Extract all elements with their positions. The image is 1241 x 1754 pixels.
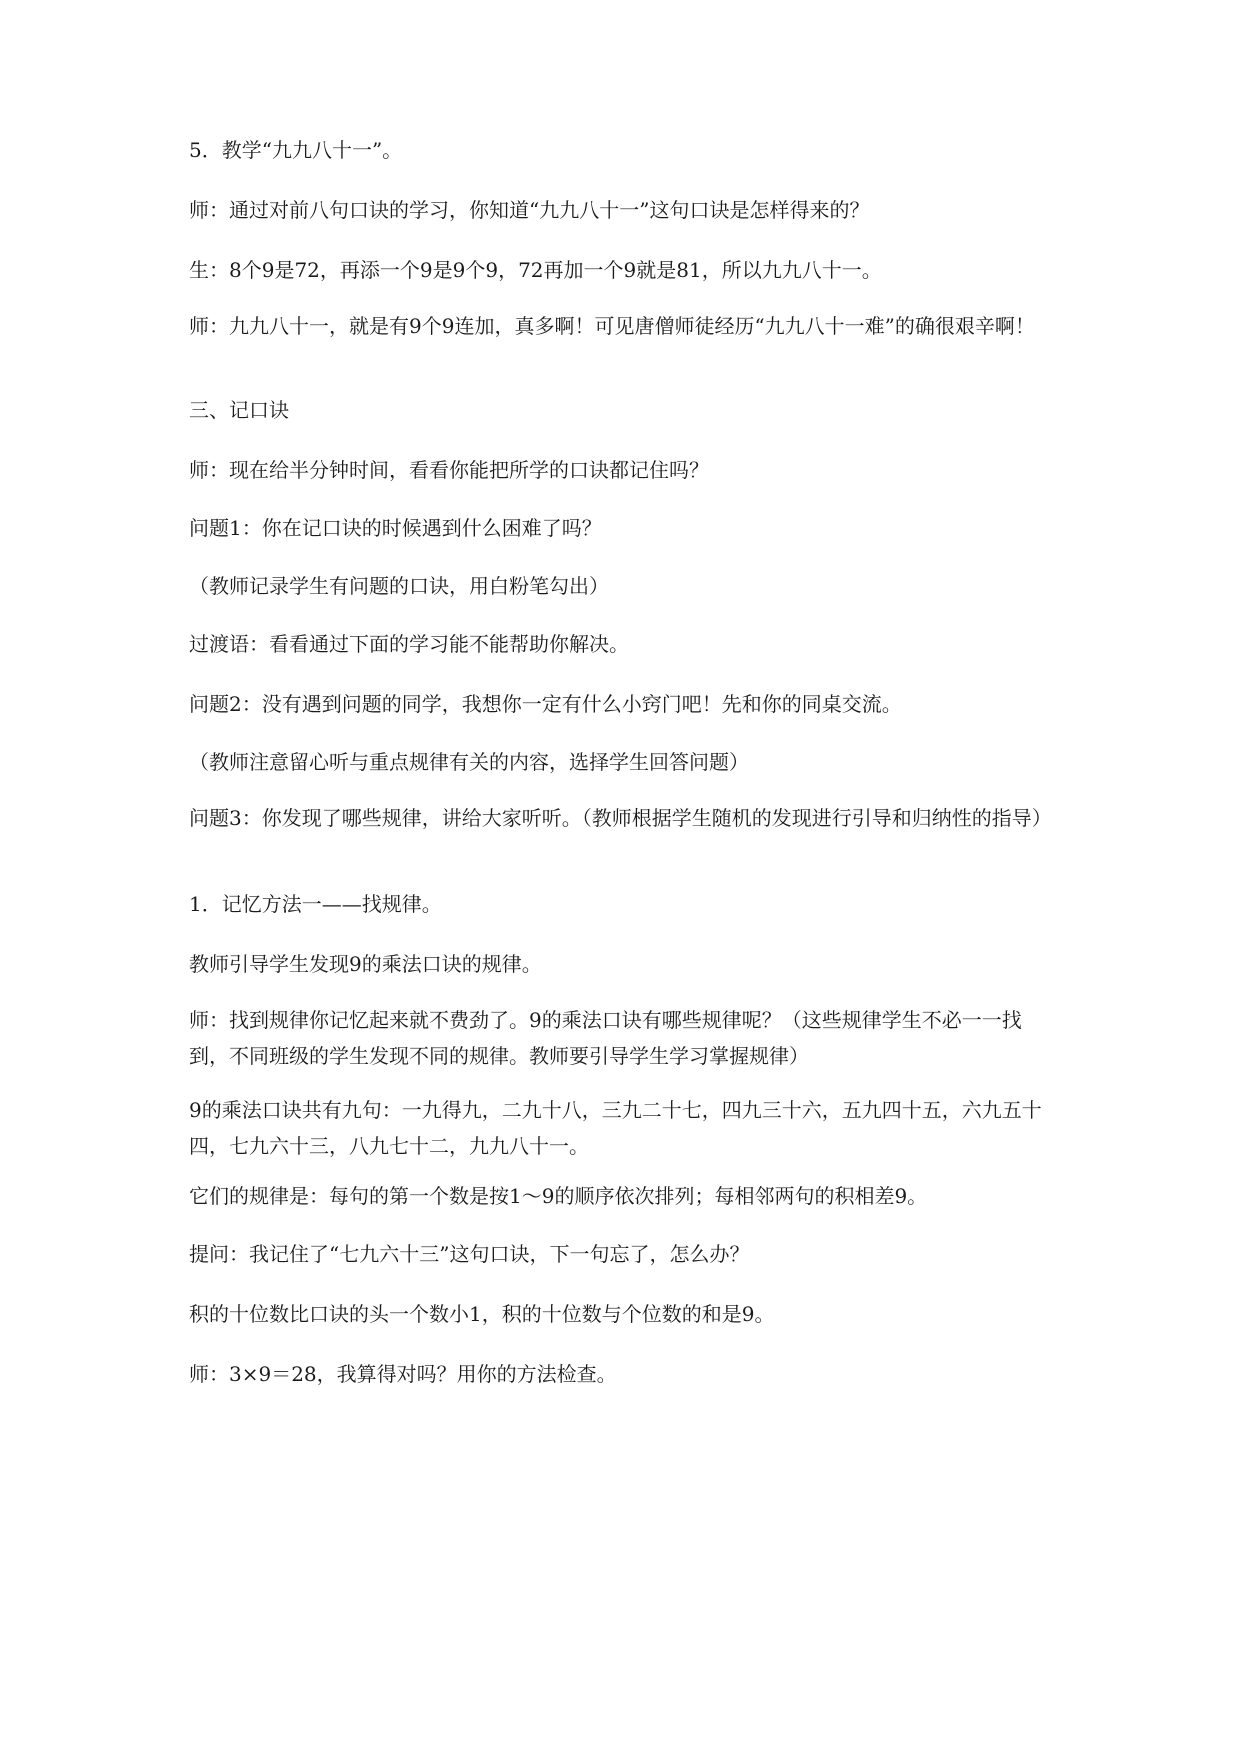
paragraph-teacher-comment: 师：九九八十一，就是有9个9连加，真多啊！可见唐僧师徒经历“九九八十一难”的确很艰辛啊！: [189, 314, 1035, 338]
paragraph-teacher-guide: 教师引导学生发现9的乘法口诀的规律。: [189, 952, 542, 976]
paragraph-nine-mantras: 9的乘法口诀共有九句：一九得九，二九十八，三九二十七，四九三十六，五九四十五，六九五十四，七九六十三，八九七十二，九九八十一。: [189, 1098, 1042, 1158]
paragraph-rules-summary: 它们的规律是：每句的第一个数是按1～9的顺序依次排列；每相邻两句的积相差9。: [189, 1184, 928, 1208]
paragraph-teacher-note-2: （教师注意留心听与重点规律有关的内容，选择学生回答问题）: [189, 750, 749, 774]
paragraph-digit-rule: 积的十位数比口诀的头一个数小1，积的十位数与个位数的和是9。: [189, 1302, 775, 1326]
paragraph-question-3: 问题3：你发现了哪些规律，讲给大家听听。（教师根据学生随机的发现进行引导和归纳性的指导）: [189, 806, 1052, 830]
paragraph-student-answer: 生：8个9是72，再添一个9是9个9，72再加一个9就是81，所以九九八十一。: [189, 258, 882, 282]
paragraph-teacher-question: 师：通过对前八句口诀的学习，你知道“九九八十一”这句口诀是怎样得来的？: [189, 198, 870, 222]
paragraph-section-5-heading: 5．教学“九九八十一”。: [189, 138, 403, 162]
paragraph-teacher-note-1: （教师记录学生有问题的口诀，用白粉笔勾出）: [189, 574, 609, 598]
paragraph-teacher-check: 师：3×9＝28，我算得对吗？用你的方法检查。: [189, 1362, 617, 1386]
paragraph-question-2: 问题2：没有遇到问题的同学，我想你一定有什么小窍门吧！先和你的同桌交流。: [189, 692, 902, 716]
paragraph-section-3-heading: 三、记口诀: [189, 398, 289, 422]
paragraph-method-1-heading: 1．记忆方法一——找规律。: [189, 892, 442, 916]
paragraph-follow-up-question: 提问：我记住了“七九六十三”这句口诀，下一句忘了，怎么办？: [189, 1242, 750, 1266]
paragraph-teacher-rules: 师：找到规律你记忆起来就不费劲了。9的乘法口诀有哪些规律呢？（这些规律学生不必一一找到，不同班级的学生发现不同的规律。教师要引导学生学习掌握规律）: [189, 1008, 1022, 1068]
paragraph-question-1: 问题1：你在记口诀的时候遇到什么困难了吗？: [189, 516, 602, 540]
paragraph-transition: 过渡语：看看通过下面的学习能不能帮助你解决。: [189, 632, 629, 656]
paragraph-teacher-instruction: 师：现在给半分钟时间，看看你能把所学的口诀都记住吗？: [189, 458, 709, 482]
